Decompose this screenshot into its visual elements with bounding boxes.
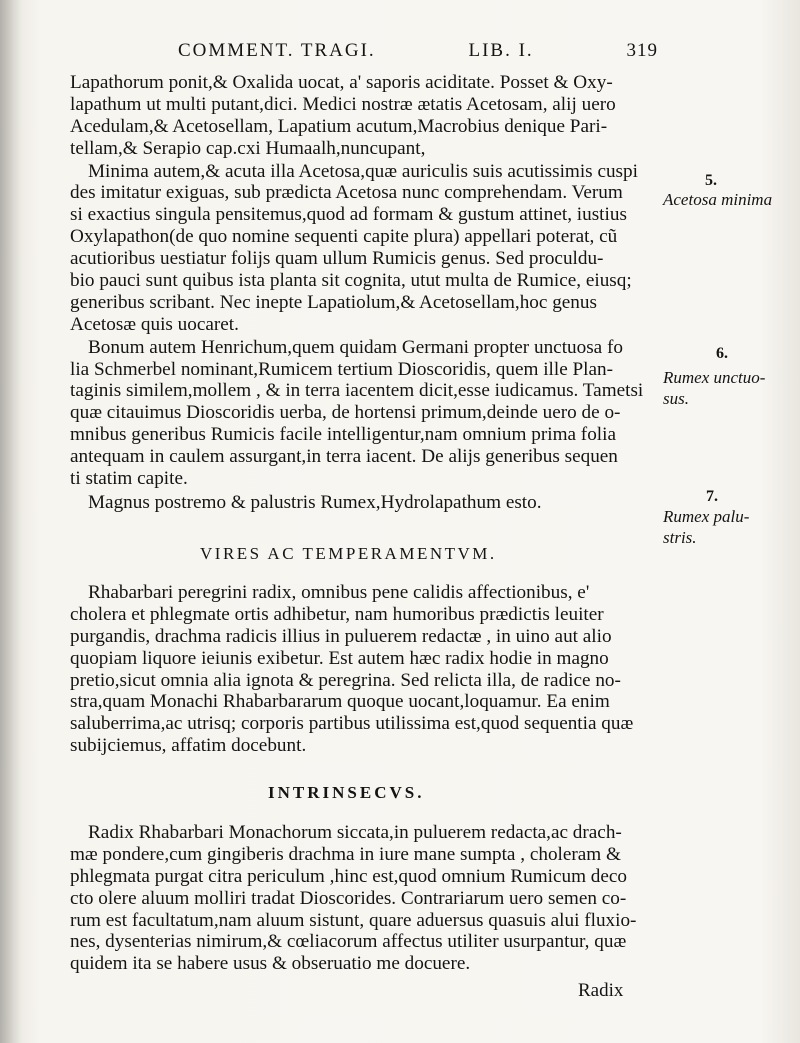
section-intrinsecus-text <box>70 822 660 975</box>
section-heading-intrinsecus: INTRINSECVS. <box>268 783 425 802</box>
section-heading-vires: VIRES AC TEMPERAMENTVM. <box>200 544 497 563</box>
text-line: nes, dysenterias nimirum,& cœliacorum affectus utiliter usurpantur, quæ <box>70 931 627 953</box>
margin-number-7: 7. <box>706 488 718 505</box>
margin-number-6: 6. <box>716 345 728 362</box>
text-line: quopiam liquore ieiunis exibetur. Est autem hæc radix hodie in magno <box>70 647 609 669</box>
text-line: taginis similem,mollem , & in terra iacentem dicit,esse iudicamus. Tametsi <box>70 380 644 402</box>
text-line: lia Schmerbel nominant,Rumicem tertium Dioscoridis, quem ille Plan- <box>70 358 614 380</box>
text-line: Magnus postremo & palustris Rumex,Hydrolapathum esto. <box>88 491 542 513</box>
section-vires-text <box>70 582 660 757</box>
text-line: Bonum autem Henrichum,quem quidam Germani propter unctuosa fo <box>88 336 623 358</box>
text-line: des imitatur exiguas, sub prædicta Acetosa nunc comprehendam. Verum <box>70 182 623 204</box>
running-title: COMMENT. TRAGI. <box>178 40 376 61</box>
text-line: Acetosæ quis uocaret. <box>70 313 239 335</box>
margin-number-5: 5. <box>705 172 717 189</box>
text-line: quæ citauimus Dioscoridis uerba, de hortensi primum,deinde uero de o- <box>70 402 621 424</box>
text-line: stra,quam Monachi Rhabarbararum quoque uocant,loquamur. Ea enim <box>70 691 610 713</box>
text-line: Lapathorum ponit,& Oxalida uocat, a' saporis aciditate. Posset & Oxy- <box>70 72 613 93</box>
book-number: LIB. I. <box>468 40 534 61</box>
margin-note-rumex-unctuosus-a: Rumex unctuo- <box>663 368 766 387</box>
text-line: phlegmata purgat citra periculum ,hinc est,quod omnium Rumicum deco <box>70 865 628 887</box>
running-header <box>178 40 658 62</box>
text-line: acutioribus uestiatur folijs quam ullum Rumicis genus. Sed proculdu- <box>70 248 604 270</box>
text-line: Minima autem,& acuta illa Acetosa,quæ auriculis suis acutissimis cuspi <box>88 160 638 182</box>
text-line: antequam in caulem assurgant,in terra iacent. De alijs generibus sequen <box>70 446 618 468</box>
text-line: Acedulam,& Acetosellam, Lapatium acutum,Macrobius denique Pari- <box>70 115 608 137</box>
text-line: cholera et phlegmate ortis adhibetur, nam humoribus prædictis leuiter <box>70 603 604 625</box>
margin-note-rumex-palustris-a: Rumex palu- <box>663 507 750 526</box>
text-line: si exactius singula pensitemus,quod ad formam & gustum attinet, iustius <box>70 204 627 226</box>
margin-note-rumex-palustris-b: stris. <box>663 528 697 547</box>
text-line: Oxylapathon(de quo nomine sequenti capite plura) appellari poterat, cũ <box>70 226 618 248</box>
margin-note-acetosa-minima: Acetosa minima <box>663 190 773 209</box>
text-line: tellam,& Serapio cap.cxi Humaalh,nuncupant, <box>70 137 426 159</box>
paragraph-1 <box>70 72 660 160</box>
catchword: Radix <box>578 980 624 1001</box>
text-line: cto olere aluum molliri tradat Dioscorides. Contrariarum uero semen co- <box>70 887 627 909</box>
paragraph-2 <box>70 161 660 336</box>
text-line: mnibus generibus Rumicis facile intelligentur,nam omnium prima folia <box>70 424 616 446</box>
text-line: bio pauci sunt quibus ista planta sit cognita, utut multa de Rumice, eiusq; <box>70 270 632 292</box>
paragraph-3 <box>70 337 660 490</box>
paragraph-4 <box>70 492 660 514</box>
text-line: Rhabarbari peregrini radix, omnibus pene calidis affectionibus, e' <box>88 582 590 603</box>
text-line: rum est facultatum,nam aluum sistunt, quare aduersus quasuis alui fluxio- <box>70 909 637 931</box>
text-line: pretio,sicut omnia alia ignota & peregrina. Sed relicta illa, de radice no- <box>70 669 621 691</box>
text-line: Radix Rhabarbari Monachorum siccata,in puluerem redacta,ac drach- <box>88 822 622 843</box>
main-text <box>70 72 660 514</box>
text-line: saluberrima,ac utrisq; corporis partibus utilissima est,quod sequentia quæ <box>70 713 634 735</box>
page-spine-shadow <box>0 0 22 1043</box>
text-line: purgandis, drachma radicis illius in puluerem redactæ , in uino aut alio <box>70 625 612 647</box>
text-line: mæ pondere,cum gingiberis drachma in iure mane sumpta , choleram & <box>70 843 621 865</box>
text-line: generibus scribant. Nec inepte Lapatiolum,& Acetosellam,hoc genus <box>70 291 597 313</box>
text-line: subijciemus, affatim docebunt. <box>70 735 307 757</box>
text-line: quidem ita se habere usus & obseruatio me docuere. <box>70 953 471 975</box>
text-line: lapathum ut multi putant,dici. Medici nostræ ætatis Acetosam, alij uero <box>70 93 616 115</box>
margin-note-rumex-unctuosus-b: sus. <box>663 389 689 408</box>
page-number: 319 <box>626 40 658 61</box>
text-line: ti statim capite. <box>70 468 188 490</box>
